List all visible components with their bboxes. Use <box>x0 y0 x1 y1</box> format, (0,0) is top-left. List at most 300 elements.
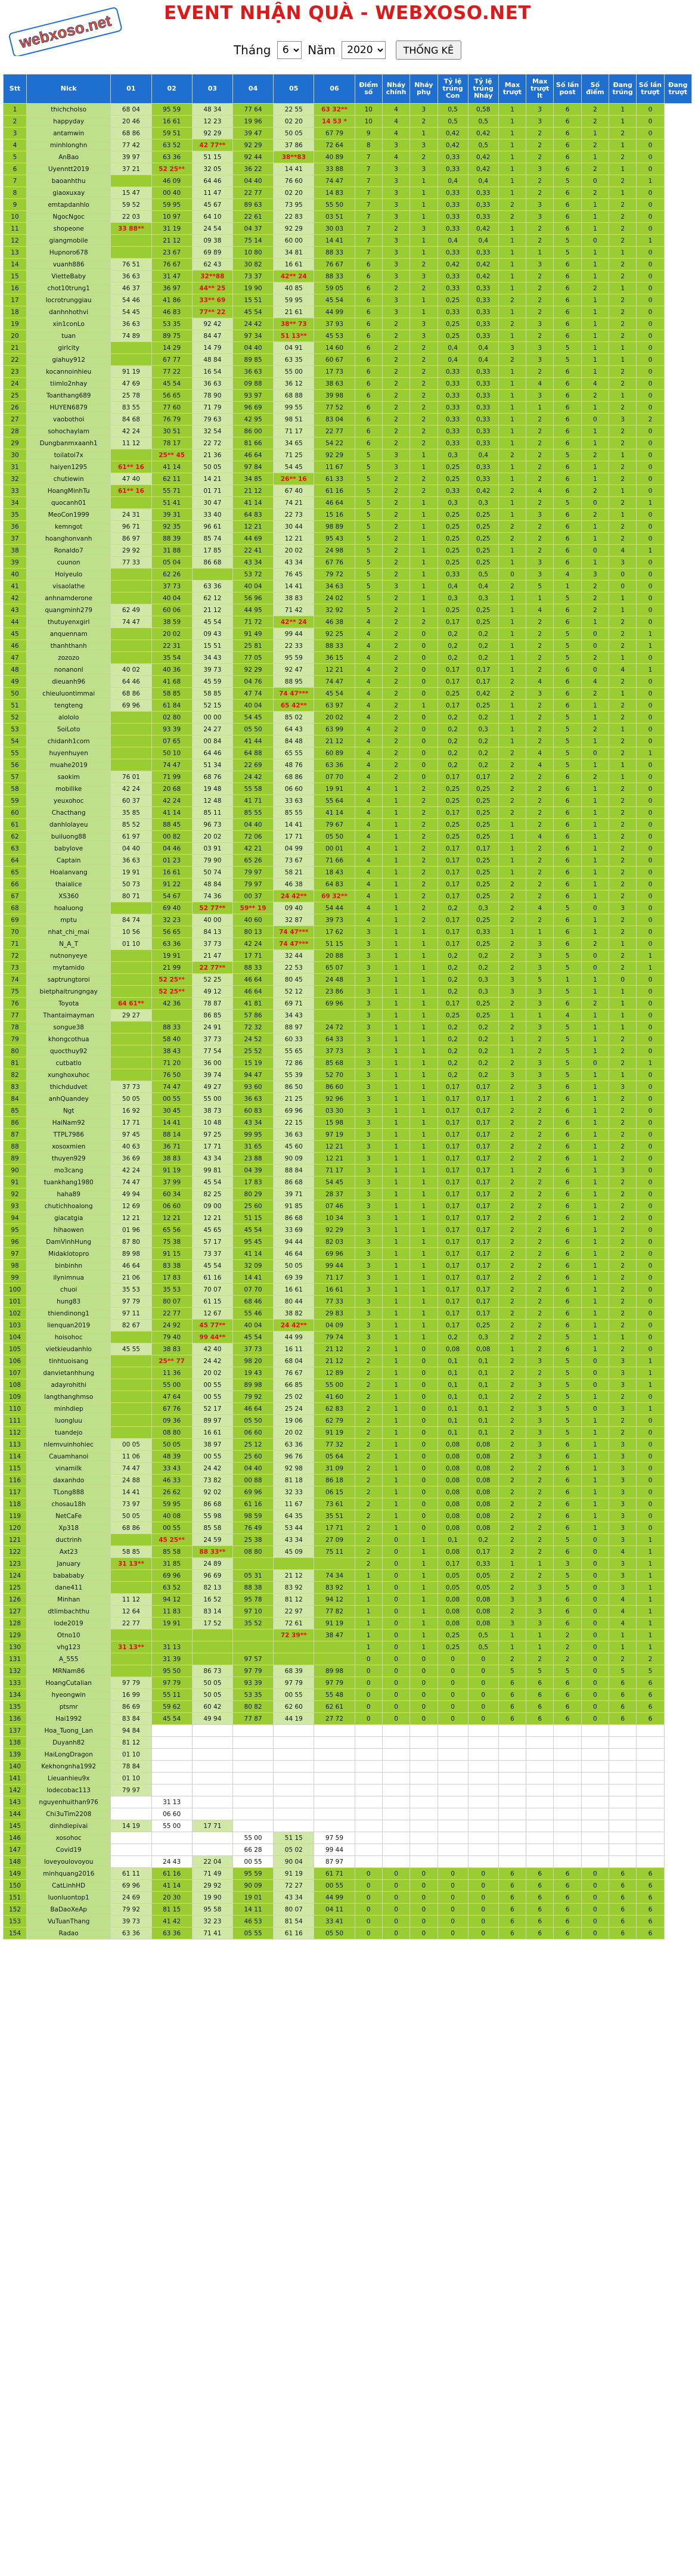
table-row <box>4 759 692 771</box>
day-cell: 62 49 <box>111 604 151 616</box>
stat-cell: 2 <box>498 1022 526 1033</box>
stat-cell: 1 <box>382 795 409 807</box>
stat-cell: 2 <box>526 1117 554 1129</box>
nickname-cell: Hupnoro678 <box>26 247 110 259</box>
nickname-cell: HaiLongDragon <box>26 1749 110 1761</box>
day-cell: 92 44 <box>232 151 273 163</box>
stat-cell: 0 <box>382 1928 409 1939</box>
day-cell: 75 11 <box>314 1546 355 1558</box>
day-cell: 21 47 <box>192 950 232 962</box>
stat-cell <box>637 1820 664 1832</box>
stat-cell: 1 <box>581 1177 609 1188</box>
stat-cell: 5 <box>554 747 581 759</box>
day-cell: 46 64 <box>314 497 355 509</box>
stat-cell: 1 <box>498 330 526 342</box>
stat-cell: 0,08 <box>468 1618 498 1630</box>
day-cell: 50 05 <box>192 461 232 473</box>
stat-cell: 3 <box>609 557 637 569</box>
day-cell: 14 60 <box>314 342 355 354</box>
stat-cell: 3 <box>526 1427 554 1439</box>
stat-cell: 2 <box>382 497 409 509</box>
stat-cell: 6 <box>554 223 581 235</box>
stat-cell: 2 <box>526 223 554 235</box>
stat-cell: 1 <box>637 1606 664 1618</box>
day-cell: 46 64 <box>232 974 273 986</box>
day-cell: 11 06 <box>111 1451 151 1463</box>
stat-cell: 2 <box>609 890 637 902</box>
day-cell: 88 84 <box>274 1165 314 1177</box>
year-select[interactable] <box>342 41 386 59</box>
stat-cell: 2 <box>526 1236 554 1248</box>
stat-cell: 0 <box>410 664 438 676</box>
stat-cell <box>382 1844 409 1856</box>
stat-cell: 2 <box>382 700 409 712</box>
stat-cell: 1 <box>410 1165 438 1177</box>
day-cell: 41 14 <box>314 807 355 819</box>
stat-cell: 0 <box>581 235 609 247</box>
stat-cell: 3 <box>526 354 554 366</box>
stat-cell: 1 <box>581 1522 609 1534</box>
stat-cell: 0 <box>355 1880 382 1892</box>
stat-cell: 5 <box>554 1379 581 1391</box>
stat-cell: 6 <box>637 1892 664 1904</box>
stat-cell: 0,1 <box>438 1534 468 1546</box>
day-cell: 10 48 <box>192 1117 232 1129</box>
day-cell <box>232 1749 273 1761</box>
day-cell: 86 68 <box>192 557 232 569</box>
stat-cell: 1 <box>382 831 409 843</box>
day-cell: 46 83 <box>151 306 192 318</box>
day-cell: 92 96 <box>314 1093 355 1105</box>
stat-cell: 3 <box>609 1403 637 1415</box>
day-cell: 17 73 <box>314 366 355 378</box>
stat-cell: 0,3 <box>468 1332 498 1343</box>
day-cell <box>111 1582 151 1594</box>
stat-cell: 2 <box>637 414 664 426</box>
stat-cell: 1 <box>382 998 409 1010</box>
stat-cell: 2 <box>498 1248 526 1260</box>
nickname-cell: anquennam <box>26 628 110 640</box>
day-cell <box>192 1630 232 1641</box>
stat-cell <box>498 1737 526 1749</box>
day-cell: 36 63 <box>192 378 232 390</box>
day-cell: 76 79 <box>151 414 192 426</box>
day-cell <box>232 1796 273 1808</box>
stat-cell: 1 <box>410 986 438 998</box>
day-cell <box>274 1641 314 1653</box>
stat-cell: 6 <box>554 1606 581 1618</box>
stat-cell: 2 <box>498 1379 526 1391</box>
stat-cell: 4 <box>581 378 609 390</box>
nickname-cell: haiyen1295 <box>26 461 110 473</box>
day-cell: 45 54 <box>192 1260 232 1272</box>
day-cell: 46 37 <box>111 283 151 294</box>
stat-cell: 1 <box>581 1475 609 1486</box>
stat-cell: 0,42 <box>468 688 498 700</box>
day-cell: 62 60 <box>274 1701 314 1713</box>
day-cell: 41 42 <box>151 1916 192 1928</box>
day-cell <box>274 1808 314 1820</box>
stat-cell: 0 <box>637 128 664 139</box>
table-row <box>4 1606 692 1618</box>
stat-cell: 2 <box>355 1343 382 1355</box>
nickname-cell: mytamido <box>26 962 110 974</box>
day-cell: 89 85 <box>232 354 273 366</box>
day-cell: 33 41 <box>314 1916 355 1928</box>
day-cell <box>151 1773 192 1784</box>
stat-cell: 1 <box>637 1558 664 1570</box>
stat-cell <box>637 1725 664 1737</box>
day-cell: 39 74 <box>192 1069 232 1081</box>
nickname-cell: Toanthang689 <box>26 390 110 402</box>
stat-cell: 2 <box>581 652 609 664</box>
stat-cell: 1 <box>410 1141 438 1153</box>
table-row <box>4 1033 692 1045</box>
day-cell: 84 68 <box>111 414 151 426</box>
stat-cell: 4 <box>355 688 382 700</box>
stat-cell: 0,25 <box>468 998 498 1010</box>
row-index: 37 <box>4 533 27 545</box>
stat-cell: 0,17 <box>438 1296 468 1308</box>
stat-cell: 4 <box>355 664 382 676</box>
nickname-cell: vaobothoi <box>26 414 110 426</box>
nickname-cell: Captain <box>26 855 110 867</box>
day-cell <box>111 759 151 771</box>
stat-cell: 0 <box>609 974 637 986</box>
day-cell: 54 45 <box>274 461 314 473</box>
stat-cell: 0 <box>637 509 664 521</box>
day-cell: 30 47 <box>192 497 232 509</box>
stat-cell: 1 <box>581 759 609 771</box>
stat-cell: 2 <box>382 735 409 747</box>
stat-cell: 1 <box>498 390 526 402</box>
day-cell: 31 47 <box>151 271 192 283</box>
day-cell: 63 36 <box>274 1439 314 1451</box>
row-index: 121 <box>4 1534 27 1546</box>
stat-cell: 0 <box>410 1498 438 1510</box>
month-select[interactable] <box>277 41 302 59</box>
stat-cell: 1 <box>581 1498 609 1510</box>
stat-cell: 1 <box>382 867 409 879</box>
row-index: 114 <box>4 1451 27 1463</box>
stat-cell: 1 <box>581 1093 609 1105</box>
stat-cell: 2 <box>609 1224 637 1236</box>
stat-cell: 2 <box>581 771 609 783</box>
row-index: 40 <box>4 569 27 581</box>
stat-cell: 6 <box>554 1248 581 1260</box>
table-row <box>4 139 692 151</box>
stat-cell: 2 <box>526 1367 554 1379</box>
stat-cell <box>410 1784 438 1796</box>
day-cell: 52 25** <box>151 974 192 986</box>
stat-cell: 2 <box>498 962 526 974</box>
stat-cell: 0,08 <box>468 1451 498 1463</box>
stat-cell: 1 <box>410 1308 438 1320</box>
stat-cell: 5 <box>355 533 382 545</box>
stat-cell: 0 <box>410 1475 438 1486</box>
stat-cell: 3 <box>526 986 554 998</box>
day-cell: 61 11 <box>111 1868 151 1880</box>
stat-cell: 2 <box>609 437 637 449</box>
stat-cell: 0 <box>637 473 664 485</box>
stat-cell: 1 <box>410 950 438 962</box>
stat-cell: 5 <box>554 175 581 187</box>
stat-cell: 2 <box>410 473 438 485</box>
stat-cell: 0 <box>637 521 664 533</box>
stat-cell: 1 <box>609 187 637 199</box>
day-cell: 68 76 <box>192 771 232 783</box>
day-cell: 08 80 <box>151 1427 192 1439</box>
stat-cell: 2 <box>609 1093 637 1105</box>
stat-cell: 0 <box>382 1534 409 1546</box>
stat-cell: 0 <box>637 819 664 831</box>
day-cell: 40 04 <box>232 700 273 712</box>
stat-cell: 0,25 <box>438 1641 468 1653</box>
stat-cell: 1 <box>382 1320 409 1332</box>
table-row <box>4 676 692 688</box>
day-cell: 00 40 <box>151 187 192 199</box>
day-cell: 76 50 <box>151 1069 192 1081</box>
day-cell: 36 15 <box>314 652 355 664</box>
statistics-button[interactable]: THỐNG KÊ <box>396 41 461 60</box>
stat-cell: 3 <box>526 1618 554 1630</box>
day-cell: 61** 16 <box>111 461 151 473</box>
day-cell: 40 89 <box>314 151 355 163</box>
stat-cell: 0,5 <box>468 1630 498 1641</box>
stat-cell: 0,17 <box>468 1153 498 1165</box>
stat-cell: 1 <box>410 175 438 187</box>
stat-cell: 4 <box>355 867 382 879</box>
stat-cell: 1 <box>581 461 609 473</box>
stat-cell: 0 <box>581 1379 609 1391</box>
stat-cell: 0,3 <box>438 497 468 509</box>
stat-cell: 0 <box>637 724 664 735</box>
day-cell: 00 55 <box>314 1880 355 1892</box>
stat-cell: 3 <box>526 1439 554 1451</box>
row-index: 123 <box>4 1558 27 1570</box>
stat-cell: 2 <box>382 628 409 640</box>
stat-cell: 6 <box>554 104 581 116</box>
stat-cell: 0 <box>637 116 664 128</box>
stat-cell: 1 <box>581 1427 609 1439</box>
stat-cell: 2 <box>382 283 409 294</box>
stat-cell: 0,42 <box>468 163 498 175</box>
results-table-container[interactable] <box>3 74 692 2574</box>
day-cell <box>192 1784 232 1796</box>
stat-cell: 1 <box>382 986 409 998</box>
stat-cell: 3 <box>355 1177 382 1188</box>
day-cell: 58 85 <box>151 688 192 700</box>
stat-cell: 0 <box>637 1427 664 1439</box>
stat-cell: 2 <box>382 771 409 783</box>
stat-cell: 2 <box>498 318 526 330</box>
stat-cell: 2 <box>382 569 409 581</box>
day-cell: 09 43 <box>192 628 232 640</box>
stat-cell: 2 <box>526 1033 554 1045</box>
stat-cell: 0 <box>581 950 609 962</box>
day-cell: 22 73 <box>274 509 314 521</box>
stat-cell: 0 <box>438 1916 468 1928</box>
stat-cell: 0 <box>382 1641 409 1653</box>
stat-cell: 0 <box>637 1177 664 1188</box>
stat-cell <box>410 1844 438 1856</box>
stat-cell: 3 <box>609 1498 637 1510</box>
day-cell <box>192 1653 232 1665</box>
nickname-cell: baoanhthu <box>26 175 110 187</box>
day-cell: 95 59 <box>151 104 192 116</box>
table-row <box>4 1808 692 1820</box>
row-index: 113 <box>4 1439 27 1451</box>
stat-cell: 0,25 <box>468 938 498 950</box>
stat-cell: 4 <box>609 1606 637 1618</box>
stat-cell: 0,25 <box>468 783 498 795</box>
stat-cell: 1 <box>498 640 526 652</box>
stat-cell: 2 <box>581 724 609 735</box>
row-index: 132 <box>4 1665 27 1677</box>
stat-cell <box>498 1784 526 1796</box>
stat-cell: 1 <box>581 700 609 712</box>
table-row <box>4 1308 692 1320</box>
stat-cell: 6 <box>355 271 382 283</box>
stat-cell: 2 <box>526 1212 554 1224</box>
table-row <box>4 1856 692 1868</box>
day-cell: 55 98 <box>192 1510 232 1522</box>
stat-cell: 0 <box>581 1904 609 1916</box>
stat-cell: 2 <box>526 1284 554 1296</box>
stat-cell: 4 <box>355 616 382 628</box>
day-cell: 37 99 <box>151 1177 192 1188</box>
stat-cell: 2 <box>410 390 438 402</box>
day-cell: 59 95 <box>151 199 192 211</box>
day-cell: 64 35 <box>274 1510 314 1522</box>
stat-cell: 1 <box>581 843 609 855</box>
day-cell: 75 38 <box>151 1236 192 1248</box>
stat-cell: 5 <box>355 545 382 557</box>
day-cell: 46 38 <box>274 879 314 890</box>
stat-cell: 0,17 <box>468 1224 498 1236</box>
stat-cell: 6 <box>526 1928 554 1939</box>
row-index: 115 <box>4 1463 27 1475</box>
day-cell: 14 41 <box>314 235 355 247</box>
stat-cell: 0 <box>438 1677 468 1689</box>
row-index: 54 <box>4 735 27 747</box>
table-row <box>4 283 692 294</box>
stat-cell <box>355 1796 382 1808</box>
stat-cell: 0 <box>637 187 664 199</box>
table-row <box>4 1248 692 1260</box>
day-cell <box>192 1808 232 1820</box>
stat-cell: 2 <box>526 664 554 676</box>
row-index: 11 <box>4 223 27 235</box>
stat-cell: 1 <box>581 1439 609 1451</box>
stat-cell: 0 <box>637 1486 664 1498</box>
stat-cell: 2 <box>498 521 526 533</box>
day-cell <box>111 569 151 581</box>
nickname-cell: hoaluong <box>26 902 110 914</box>
table-row <box>4 974 692 986</box>
stat-cell: 0 <box>581 1606 609 1618</box>
day-cell: 68 86 <box>274 771 314 783</box>
day-cell: 71 99 <box>151 771 192 783</box>
stat-cell: 0,33 <box>468 294 498 306</box>
stat-cell: 6 <box>554 843 581 855</box>
day-cell <box>232 1641 273 1653</box>
stat-cell: 0,17 <box>438 890 468 902</box>
stat-cell: 0,33 <box>468 473 498 485</box>
day-cell <box>314 1820 355 1832</box>
stat-cell: 6 <box>637 1880 664 1892</box>
stat-cell: 1 <box>581 735 609 747</box>
stat-cell: 2 <box>498 1475 526 1486</box>
stat-cell: 6 <box>554 1284 581 1296</box>
day-cell: 19 96 <box>232 116 273 128</box>
stat-cell: 1 <box>410 509 438 521</box>
day-cell: 44 99 <box>314 1892 355 1904</box>
stat-cell: 3 <box>355 1212 382 1224</box>
stat-cell: 1 <box>498 247 526 259</box>
day-cell: 21 06 <box>111 1272 151 1284</box>
day-cell: 45 77** <box>192 1320 232 1332</box>
stat-cell: 1 <box>498 497 526 509</box>
day-cell: 52 15 <box>192 700 232 712</box>
stat-cell: 6 <box>554 1200 581 1212</box>
stat-cell: 1 <box>637 962 664 974</box>
table-row <box>4 783 692 795</box>
stat-cell: 2 <box>382 521 409 533</box>
table-header-row <box>4 75 692 104</box>
row-index: 61 <box>4 819 27 831</box>
stat-cell: 0 <box>438 1892 468 1904</box>
table-row <box>4 1057 692 1069</box>
day-cell: 63 36 <box>151 151 192 163</box>
day-cell: 05 31 <box>232 1570 273 1582</box>
stat-cell <box>637 1796 664 1808</box>
day-cell <box>314 1784 355 1796</box>
row-index: 91 <box>4 1177 27 1188</box>
day-cell: 84 48 <box>274 735 314 747</box>
stat-cell: 0 <box>410 1451 438 1463</box>
stat-cell: 0 <box>581 1641 609 1653</box>
stat-cell: 1 <box>382 1284 409 1296</box>
day-cell: 85 55 <box>274 807 314 819</box>
day-cell: 19 48 <box>192 783 232 795</box>
day-cell: 24 48 <box>314 974 355 986</box>
stat-cell: 0,2 <box>438 652 468 664</box>
row-index: 68 <box>4 902 27 914</box>
stat-cell: 0,08 <box>438 1606 468 1618</box>
day-cell: 34 81 <box>274 247 314 259</box>
day-cell: 72 27 <box>274 1880 314 1892</box>
stat-cell: 1 <box>355 1582 382 1594</box>
stat-cell: 1 <box>498 735 526 747</box>
stat-cell: 2 <box>498 1534 526 1546</box>
table-row <box>4 271 692 283</box>
stat-cell: 1 <box>382 1379 409 1391</box>
day-cell: 17 71 <box>192 1820 232 1832</box>
stat-cell <box>637 1737 664 1749</box>
stat-cell: 6 <box>554 1320 581 1332</box>
day-cell: 61** 16 <box>111 485 151 497</box>
row-index: 148 <box>4 1856 27 1868</box>
nickname-cell: anhnamderone <box>26 592 110 604</box>
day-cell: 25 60 <box>232 1451 273 1463</box>
day-cell: 02 20 <box>274 187 314 199</box>
stat-cell: 2 <box>355 1558 382 1570</box>
day-cell: 71 25 <box>274 449 314 461</box>
nickname-cell: giaoxuxay <box>26 187 110 199</box>
stat-cell: 1 <box>581 223 609 235</box>
day-cell: 56 96 <box>232 592 273 604</box>
